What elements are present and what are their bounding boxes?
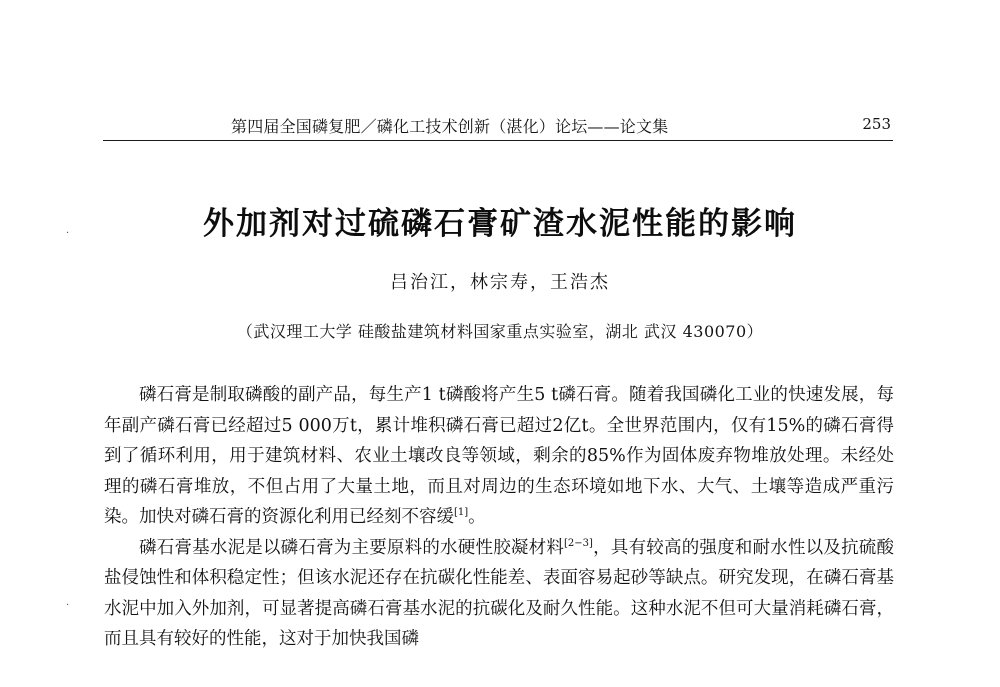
paragraph-2-text-b: ，具有较高的强度和耐水性以及抗硫酸盐侵蚀性和体积稳定性；但该水泥还存在抗碳化性能差、表面容易起砂等缺点。研究发现，在磷石膏基水泥中加入外加剂，可显著提高磷石膏基水泥的抗碳化及耐久性能。这种水泥不但可大量消耗磷石膏，而且具有较好的性能，这对于加快我国磷 <box>104 537 894 649</box>
running-header <box>103 112 893 141</box>
author-list: 吕治江，林宗寿，王浩杰 <box>390 272 610 293</box>
paragraph-1-end: 。 <box>468 507 486 527</box>
paragraph-1-text: 磷石膏是制取磷酸的副产品，每生产1 t磷酸将产生5 t磷石膏。随着我国磷化工业的快速发展，每年副产磷石膏已经超过5 000万t，累计堆积磷石膏已超过2亿t。全世界范围内，仅有15%的磷石膏得到了循环利用，用于建筑材料、农业土壤改良等领域，剩余的85%作为固体废弃物堆放处理。未经处理的磷石膏堆放，不但占用了大量土地，而且对周边的生态环境如地下水、大气、土壤等造成严重污染。加快对磷石膏的资源化利用已经刻不容缓 <box>104 385 894 527</box>
paragraph-2 <box>104 533 894 655</box>
article-title: 外加剂对过硫磷石膏矿渣水泥性能的影响 <box>203 206 797 242</box>
citation-2-3[interactable]: [2−3] <box>564 537 593 549</box>
margin-mark-b: · <box>66 600 70 611</box>
author-affiliation: （武汉理工大学 硅酸盐建筑材料国家重点实验室，湖北 武汉 430070） <box>236 322 764 341</box>
paragraph-2-text-a: 磷石膏基水泥是以磷石膏为主要原料的水硬性胶凝材料 <box>139 537 565 558</box>
paragraph-1 <box>104 380 894 533</box>
margin-mark-a: · <box>66 228 70 239</box>
article-body <box>104 380 894 655</box>
journal-title: 第四届全国磷复肥／磷化工技术创新（湛化）论坛——论文集 <box>231 117 669 136</box>
citation-1[interactable]: [1] <box>454 507 469 518</box>
page-number: 253 <box>862 115 891 133</box>
